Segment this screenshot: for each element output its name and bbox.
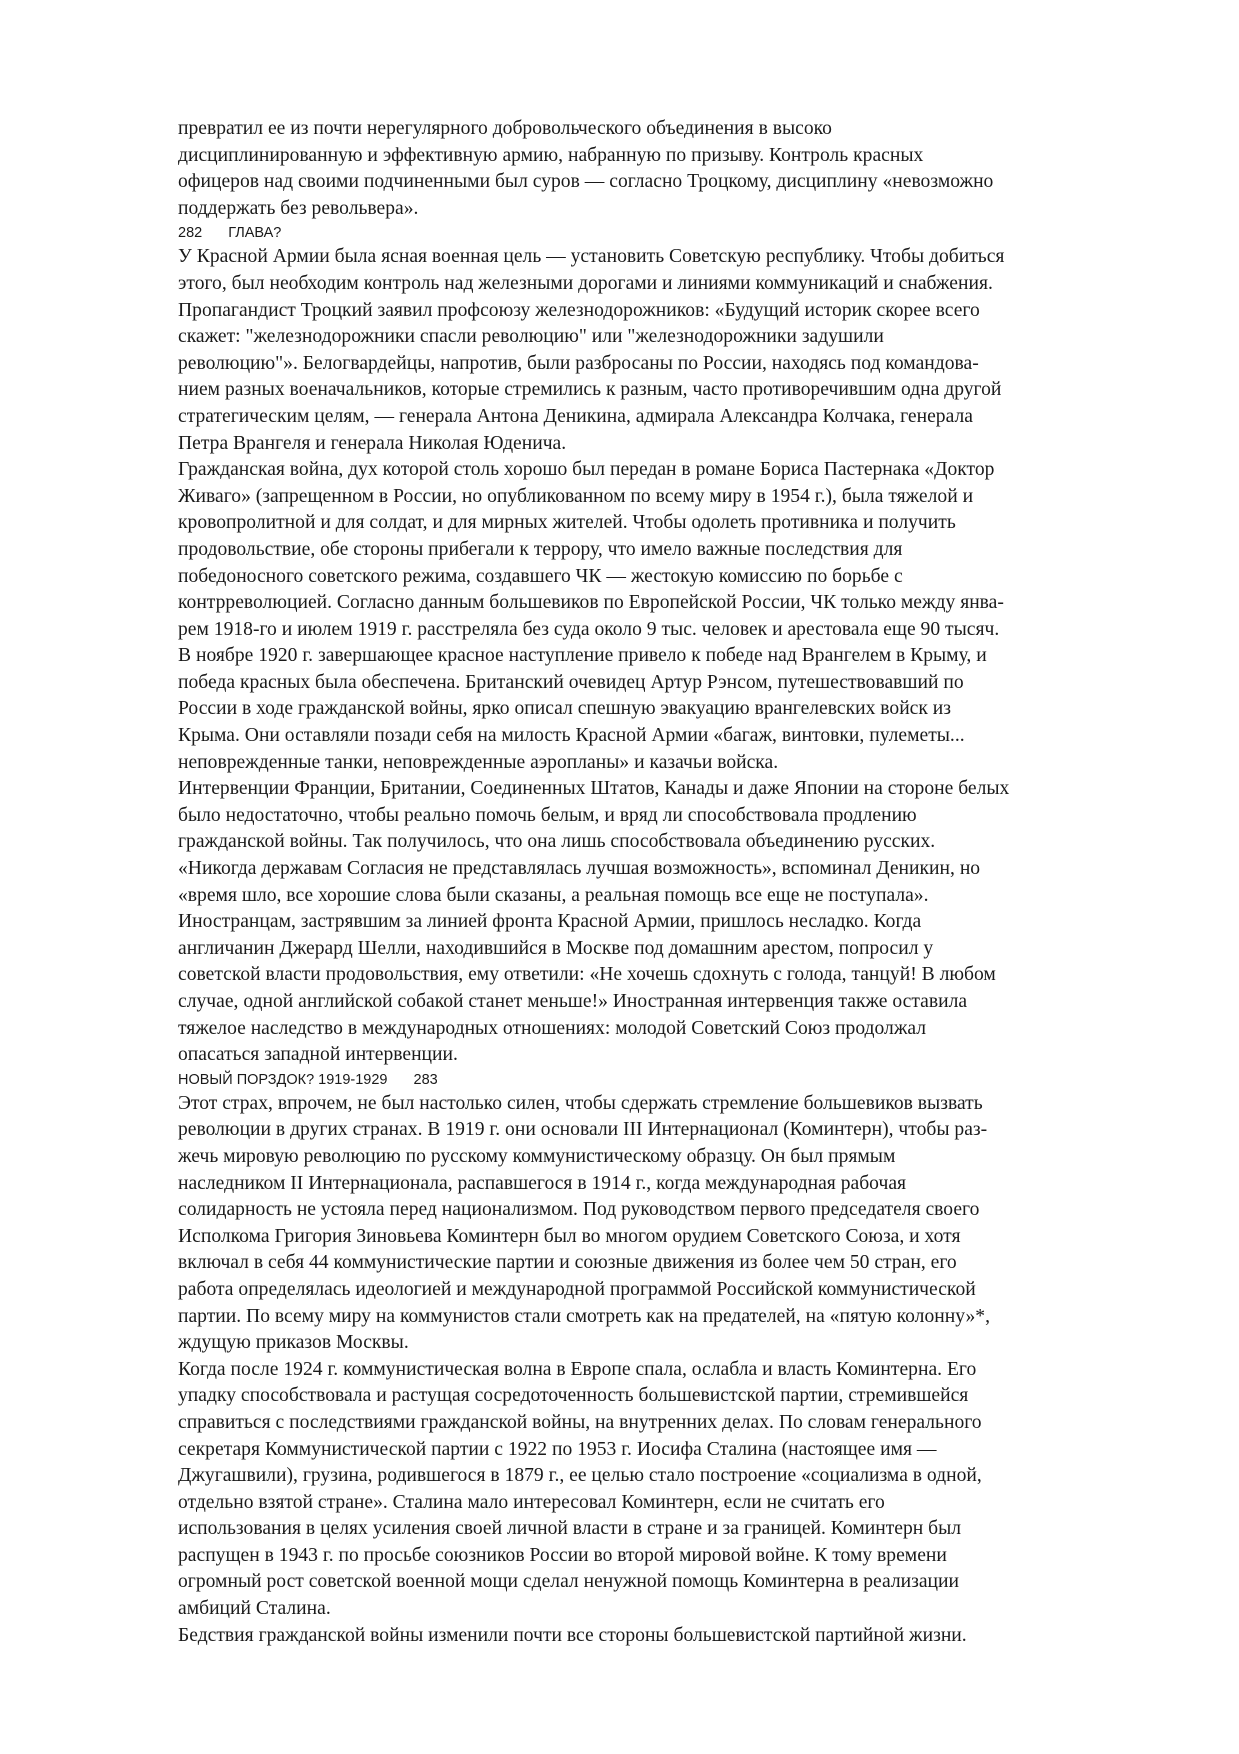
text-line: упадку способствовала и растущая сосредоточенность большевистской партии, стремившейся: [178, 1385, 969, 1407]
paragraph: [178, 1357, 1158, 1623]
text-line: революцию"». Белогвардейцы, напротив, были разбросаны по России, находясь под командова-: [178, 352, 979, 374]
text-line: скажет: "железнодорожники спасли революцию" или "железнодорожники задушили: [178, 326, 884, 348]
text-line: Петра Врангеля и генерала Николая Юденича.: [178, 432, 567, 454]
text-line: тяжелое наследство в международных отношениях: молодой Советский Союз продолжал: [178, 1017, 927, 1039]
text-line: ждущую приказов Москвы.: [178, 1332, 409, 1354]
text-line: секретаря Коммунистической партии с 1922 по 1953 г. Иосифа Сталина (настоящее имя —: [178, 1438, 937, 1460]
text-line: наследником II Интернационала, распавшегося в 1914 г., когда международная рабочая: [178, 1172, 907, 1194]
text-line: контрреволюцией. Согласно данным большевиков по Европейской России, ЧК только между янва-: [178, 592, 1004, 614]
text-line: нием разных военачальников, которые стремились к разным, часто противоречившим одна другой: [178, 379, 1002, 401]
text-line: включал в себя 44 коммунистические партии и союзные движения из более чем 50 стран, его: [178, 1252, 957, 1274]
text-line: «время шло, все хорошие слова были сказаны, а реальная помощь все еще не поступала».: [178, 884, 929, 906]
text-line: превратил ее из почти нерегулярного добровольческого объединения в высоко: [178, 118, 832, 139]
text-line: отдельно взятой стране». Сталина мало интересовал Коминтерн, если не считать его: [178, 1491, 885, 1513]
text-line: распущен в 1943 г. по просьбе союзников России во второй мировой войне. К тому времени: [178, 1544, 947, 1566]
text-line: работа определялась идеологией и международной программой Российской коммунистической: [178, 1278, 976, 1300]
paragraph: [178, 244, 1158, 457]
text-line: Когда после 1924 г. коммунистическая волна в Европе спала, ослабла и власть Коминтерна. Его: [178, 1358, 977, 1380]
text-line: гражданской войны. Так получилось, что она лишь способствовала объединению русских.: [178, 831, 936, 853]
text-line: огромный рост советской военной мощи сделал ненужной помощь Коминтерна в реализации: [178, 1571, 959, 1593]
text-line: партии. По всему миру на коммунистов стали смотреть как на предателей, на «пятую колонну»*,: [178, 1305, 990, 1327]
page-number: 283: [413, 1071, 438, 1088]
paragraph: [178, 116, 1158, 222]
text-line: стратегическим целям, — генерала Антона Деникина, адмирала Александра Колчака, генерала: [178, 405, 973, 427]
text-line: Живаго» (запрещенном в России, но опубликованном по всему миру в 1954 г.), была тяжелой и: [178, 485, 974, 507]
text-line: победоносного советского режима, создавшего ЧК — жестокую комиссию по борьбе с: [178, 565, 903, 587]
text-line: Бедствия гражданской войны изменили почти все стороны большевистской партийной жизни.: [178, 1624, 967, 1646]
text-line: России в ходе гражданской войны, ярко описал спешную эвакуацию врангелевских войск из: [178, 698, 952, 720]
text-line: солидарность не устояла перед национализмом. Под руководством первого председателя своего: [178, 1199, 980, 1221]
text-line: Иностранцам, застрявшим за линией фронта Красной Армии, пришлось несладко. Когда: [178, 911, 922, 933]
text-line: рем 1918-го и июлем 1919 г. расстреляла без суда около 9 тыс. человек и арестовала еще 90 тысяч.: [178, 618, 1000, 640]
text-line: случае, одной английской собакой станет меньше!» Иностранная интервенция также оставила: [178, 991, 968, 1012]
text-line: было недостаточно, чтобы реально помочь белым, и вряд ли способствовала продлению: [178, 804, 917, 826]
text-line: революции в других странах. В 1919 г. они основали III Интернационал (Коминтерн), чтобы раз-: [178, 1119, 988, 1141]
text-line: амбиций Сталина.: [178, 1598, 331, 1620]
text-line: В ноябре 1920 г. завершающее красное наступление привело к победе над Врангелем в Крыму, и: [178, 645, 987, 667]
text-line: англичанин Джерард Шелли, находившийся в Москве под домашним арестом, попросил у: [178, 937, 934, 959]
text-line: «Никогда державам Согласия не представлялась лучшая возможность», вспоминал Деникин, но: [178, 858, 981, 880]
text-line: Пропагандист Троцкий заявил профсоюзу железнодорожников: «Будущий историк скорее всего: [178, 299, 980, 321]
page-number: 282: [178, 225, 203, 242]
running-header: [178, 1069, 1158, 1091]
text-line: офицеров над своими подчиненными был суров — согласно Троцкому, дисциплину «невозможно: [178, 171, 994, 193]
text-line: победа красных была обеспечена. Британский очевидец Артур Рэнсом, путешествовавший по: [178, 671, 964, 693]
text-line: дисциплинированную и эффективную армию, набранную по призыву. Контроль красных: [178, 144, 924, 166]
text-line: Джугашвили), грузина, родившегося в 1879 г., ее целью стало построение «социализма в одной,: [178, 1465, 982, 1487]
text-line: У Красной Армии была ясная военная цель — установить Советскую республику. Чтобы добиться: [178, 246, 1005, 268]
text-line: справиться с последствиями гражданской войны, на внутренних делах. По словам генерального: [178, 1411, 982, 1433]
document-page: [178, 116, 1158, 1649]
chapter-title: НОВЫЙ ПОРЗДОК? 1919-1929: [178, 1071, 388, 1088]
text-line: опасаться западной интервенции.: [178, 1044, 458, 1066]
text-line: жечь мировую революцию по русскому коммунистическому образцу. Он был прямым: [178, 1145, 896, 1167]
text-line: Гражданская война, дух которой столь хорошо был передан в романе Бориса Пастернака «Доктор: [178, 459, 995, 481]
text-line: неповрежденные танки, неповрежденные аэропланы» и казачьи войска.: [178, 751, 779, 773]
text-line: поддержать без револьвера».: [178, 197, 419, 219]
paragraph: [178, 776, 1158, 1069]
text-line: этого, был необходим контроль над железными дорогами и линиями коммуникаций и снабжения.: [178, 272, 993, 294]
chapter-title: ГЛАВА?: [228, 225, 282, 242]
text-line: кровопролитной и для солдат, и для мирных жителей. Чтобы одолеть противника и получить: [178, 512, 956, 534]
text-line: Крыма. Они оставляли позади себя на милость Красной Армии «багаж, винтовки, пулеметы...: [178, 725, 965, 747]
text-line: советской власти продовольствия, ему ответили: «Не хочешь сдохнуть с голода, танцуй! В любом: [178, 964, 996, 986]
text-line: использования в целях усиления своей личной власти в стране и за границей. Коминтерн был: [178, 1518, 962, 1540]
paragraph: [178, 457, 1158, 776]
paragraph: [178, 1091, 1158, 1357]
text-line: Интервенции Франции, Британии, Соединенных Штатов, Канады и даже Японии на стороне белых: [178, 778, 1010, 800]
text-line: Исполкома Григория Зиновьева Коминтерн был во многом орудием Советского Союза, и хотя: [178, 1225, 961, 1247]
paragraph: [178, 1623, 1158, 1650]
text-line: Этот страх, впрочем, не был настолько силен, чтобы сдержать стремление большевиков вызвать: [178, 1092, 983, 1114]
text-line: продовольствие, обе стороны прибегали к террору, что имело важные последствия для: [178, 538, 903, 560]
running-header: [178, 222, 1158, 244]
